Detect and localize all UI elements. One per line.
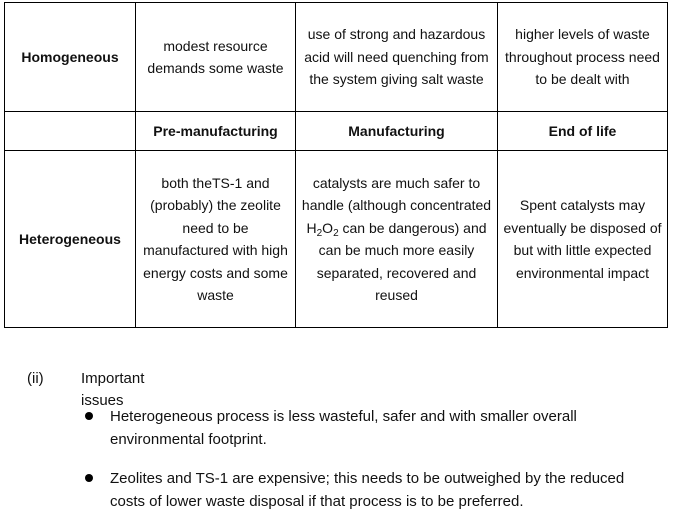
section-number: (ii) [27, 370, 44, 387]
cell-heterogeneous-pre-manufacturing: both theTS-1 and (probably) the zeolite need to be manufactured with high energy costs and some waste [136, 151, 296, 328]
manufacturing-text-part2: O [322, 219, 334, 236]
row-label-homogeneous: Homogeneous [5, 3, 136, 112]
bullet-item-2: Zeolites and TS-1 are expensive; this needs to be outweighed by the reduced costs of lower waste disposal if that process is to be preferred. [110, 470, 625, 510]
table-header-row [5, 112, 668, 151]
table-row-heterogeneous [5, 151, 668, 328]
header-corner-cell [5, 112, 136, 151]
bullet-dot-icon [85, 412, 93, 420]
bullet-item-1: Heterogeneous process is less wasteful, safer and with smaller overall environmental footprint. [110, 408, 577, 448]
cell-homogeneous-end-of-life: higher levels of waste throughout process need to be dealt with [498, 3, 668, 112]
subscript-2-second: 2 [333, 227, 339, 239]
row-label-heterogeneous: Heterogeneous [5, 151, 136, 328]
section-title: Important issues [81, 370, 145, 409]
column-header-pre-manufacturing: Pre-manufacturing [136, 112, 296, 151]
column-header-manufacturing: Manufacturing [296, 112, 498, 151]
column-header-end-of-life: End of life [498, 112, 668, 151]
bullet-dot-icon [85, 474, 93, 482]
table-row-homogeneous [5, 3, 668, 112]
subscript-2-first: 2 [316, 227, 323, 239]
cell-heterogeneous-manufacturing [296, 151, 498, 328]
manufacturing-text-part1: catalysts are much safer to handle (although concentrated H [301, 174, 492, 236]
cell-homogeneous-pre-manufacturing: modest resource demands some waste [136, 3, 296, 112]
cell-homogeneous-manufacturing: use of strong and hazardous acid will need quenching from the system giving salt waste [296, 3, 498, 112]
comparison-table [4, 2, 668, 328]
manufacturing-text-part3: can be dangerous) and can be much more easily separated, recovered and reused [316, 219, 487, 303]
cell-heterogeneous-end-of-life: Spent catalysts may eventually be disposed of but with little expected environmental impact [498, 151, 668, 328]
